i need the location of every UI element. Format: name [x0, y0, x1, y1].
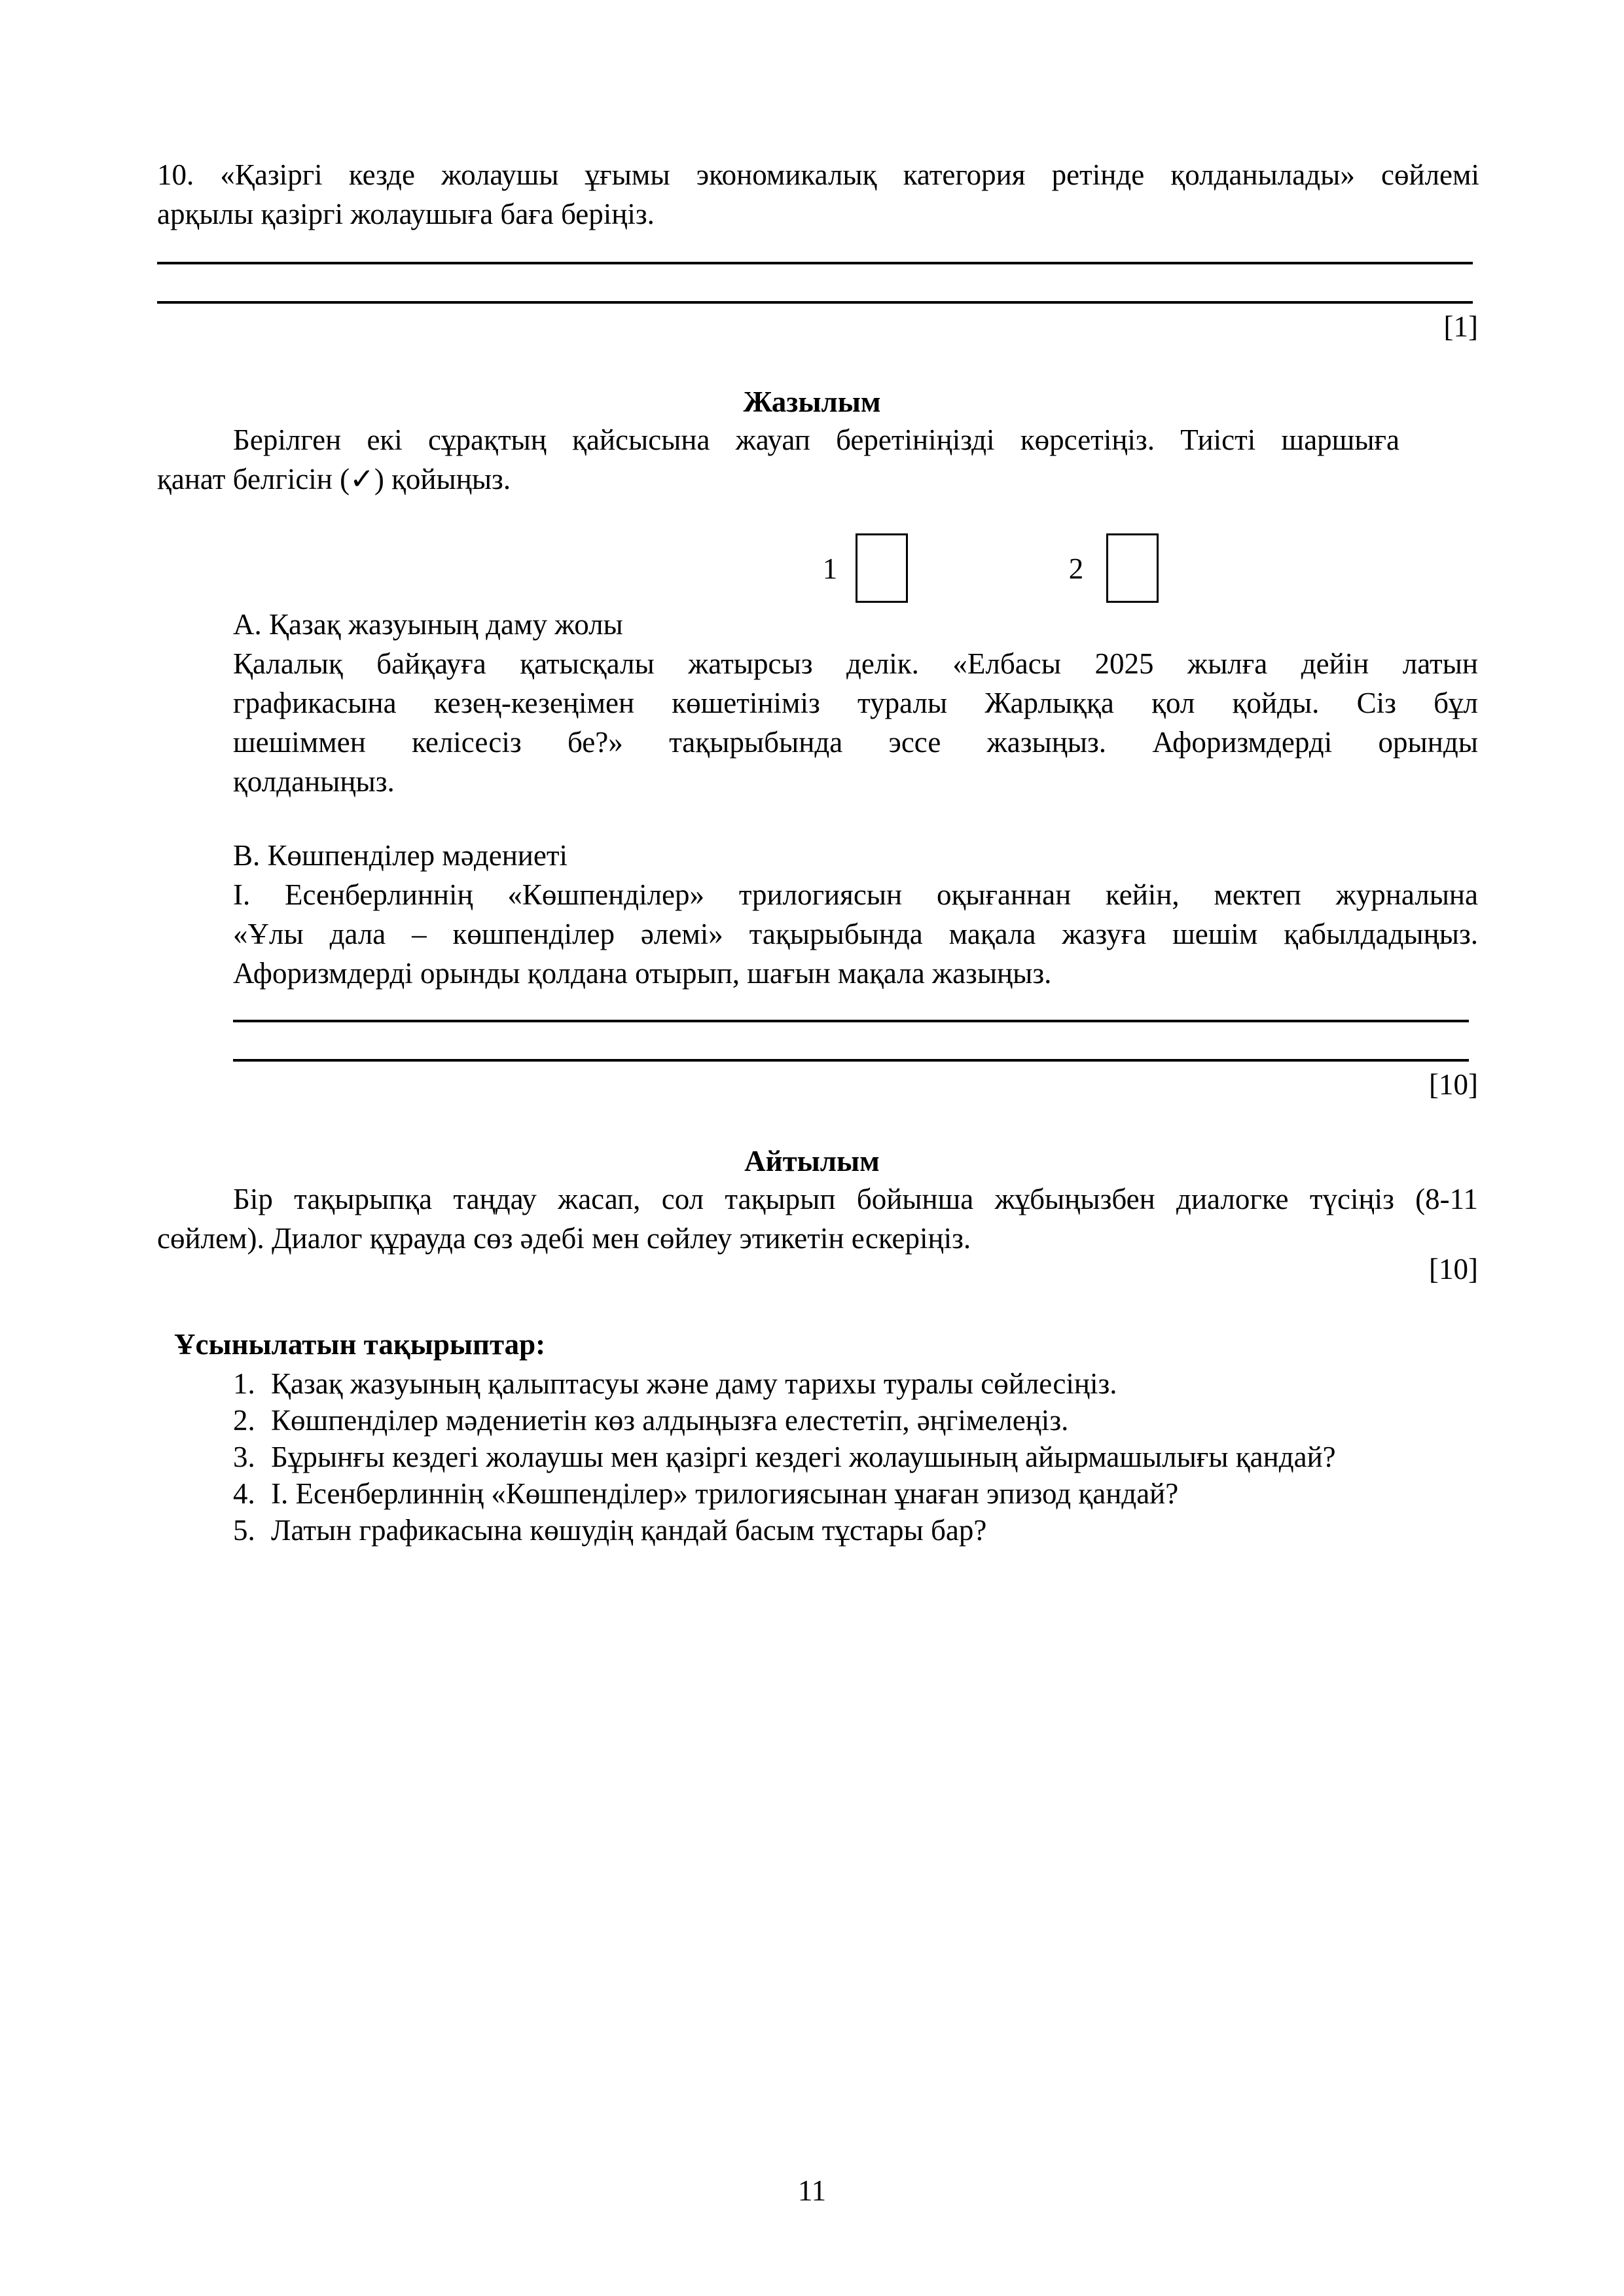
- choice-1-checkbox[interactable]: [856, 533, 908, 603]
- question-10-mark: [1]: [1443, 310, 1478, 343]
- speaking-line-2: [157, 1219, 971, 1257]
- list-item: [233, 1438, 1336, 1475]
- option-b-text-2: «Ұлы дала – көшпенділер әлемі» тақырыбында мақала жазуға шешім қабылдадыңыз.: [233, 918, 1478, 950]
- writing-instruction-text-2: қанат белгісін (✓) қойыңыз.: [157, 463, 511, 495]
- list-item-text: Бұрынғы кездегі жолаушы мен қазіргі кездегі жолаушының айырмашылығы қандай?: [271, 1441, 1336, 1473]
- writing-instruction-text-1: Берілген екі сұрақтың қайсысына жауап беретініңізді көрсетіңіз. Тиісті шаршыға: [233, 423, 1399, 456]
- list-item: [233, 1475, 1336, 1511]
- question-10-line-1: [157, 156, 1479, 194]
- option-b-line-3: [233, 954, 1051, 992]
- option-a-title: А. Қазақ жазуының даму жолы: [233, 608, 623, 641]
- option-a-line-2: [233, 684, 1478, 722]
- writing-instruction-line-1: [233, 421, 1399, 459]
- speaking-heading: Айтылым: [744, 1145, 880, 1177]
- writing-heading: Жазылым: [743, 386, 881, 418]
- option-a-text-4: қолданыңыз.: [233, 765, 395, 798]
- speaking-text-2: сөйлем). Диалог құрауда сөз әдебі мен сөйлеу этикетін ескеріңіз.: [157, 1222, 971, 1255]
- speaking-text-1: Бір тақырыпқа таңдау жасап, сол тақырып бойынша жұбыңызбен диалогке түсіңіз (8-11: [233, 1183, 1478, 1215]
- option-a-line-4: [233, 762, 395, 800]
- option-b-text-1: І. Есенберлиннің «Көшпенділер» трилогиясын оқығаннан кейін, мектеп журналына: [233, 878, 1478, 911]
- writing-answer-line-2[interactable]: [233, 1059, 1469, 1062]
- writing-instruction-line-2: [157, 460, 943, 498]
- choice-1-label: 1: [822, 552, 838, 585]
- list-item-number: 1.: [233, 1367, 255, 1400]
- list-item-text: І. Есенберлиннің «Көшпенділер» трилогиясынан ұнаған эпизод қандай?: [271, 1477, 1179, 1510]
- list-item-text: Қазақ жазуының қалыптасуы және даму тарихы туралы сөйлесіңіз.: [271, 1367, 1117, 1400]
- list-item: [233, 1511, 1336, 1548]
- speaking-line-1: [233, 1180, 1478, 1218]
- option-b-line-1: [233, 876, 1478, 914]
- list-item-number: 2.: [233, 1404, 255, 1437]
- question-10-line-2: [157, 195, 1479, 233]
- option-b-line-2: [233, 915, 1478, 953]
- list-item-text: Көшпенділер мәдениетін көз алдыңызға елестетіп, әңгімелеңіз.: [271, 1404, 1069, 1437]
- option-b-title: В. Көшпенділер мәдениеті: [233, 839, 568, 872]
- option-a-text-1: Қалалық байқауға қатысқалы жатырсыз делік. «Елбасы 2025 жылға дейін латын: [233, 647, 1478, 680]
- writing-mark: [10]: [1429, 1068, 1478, 1101]
- option-b-text-3: Афоризмдерді орынды қолдана отырып, шағын мақала жазыңыз.: [233, 957, 1052, 990]
- option-a-text-3: шешіммен келісесіз бе?» тақырыбында эссе жазыңыз. Афоризмдерді орынды: [233, 726, 1478, 759]
- speaking-mark: [10]: [1429, 1253, 1478, 1285]
- choice-2-checkbox[interactable]: [1106, 533, 1159, 603]
- option-a-line-3: [233, 723, 1478, 761]
- answer-line-1[interactable]: [157, 262, 1473, 264]
- list-item-number: 5.: [233, 1514, 255, 1547]
- list-item-number: 3.: [233, 1441, 255, 1473]
- choice-2-label: 2: [1068, 552, 1084, 585]
- writing-answer-line-1[interactable]: [233, 1020, 1469, 1022]
- list-item-number: 4.: [233, 1477, 255, 1510]
- page-number: 11: [797, 2174, 827, 2207]
- list-item: [233, 1365, 1336, 1401]
- topics-list: [233, 1365, 1336, 1548]
- topics-title: Ұсынылатын тақырыптар:: [174, 1328, 546, 1361]
- question-10-text-2: арқылы қазіргі жолаушыға баға беріңіз.: [157, 198, 655, 230]
- option-a-text-2: графикасына кезең-кезеңімен көшетініміз туралы Жарлыққа қол қойды. Сіз бұл: [233, 687, 1478, 719]
- question-10-text-1: 10. «Қазіргі кезде жолаушы ұғымы экономикалық категория ретінде қолданылады» сөйлемі: [157, 158, 1479, 191]
- list-item-text: Латын графикасына көшудің қандай басым тұстары бар?: [271, 1514, 987, 1547]
- list-item: [233, 1401, 1336, 1438]
- answer-line-2[interactable]: [157, 301, 1473, 304]
- option-a-line-1: [233, 645, 1478, 683]
